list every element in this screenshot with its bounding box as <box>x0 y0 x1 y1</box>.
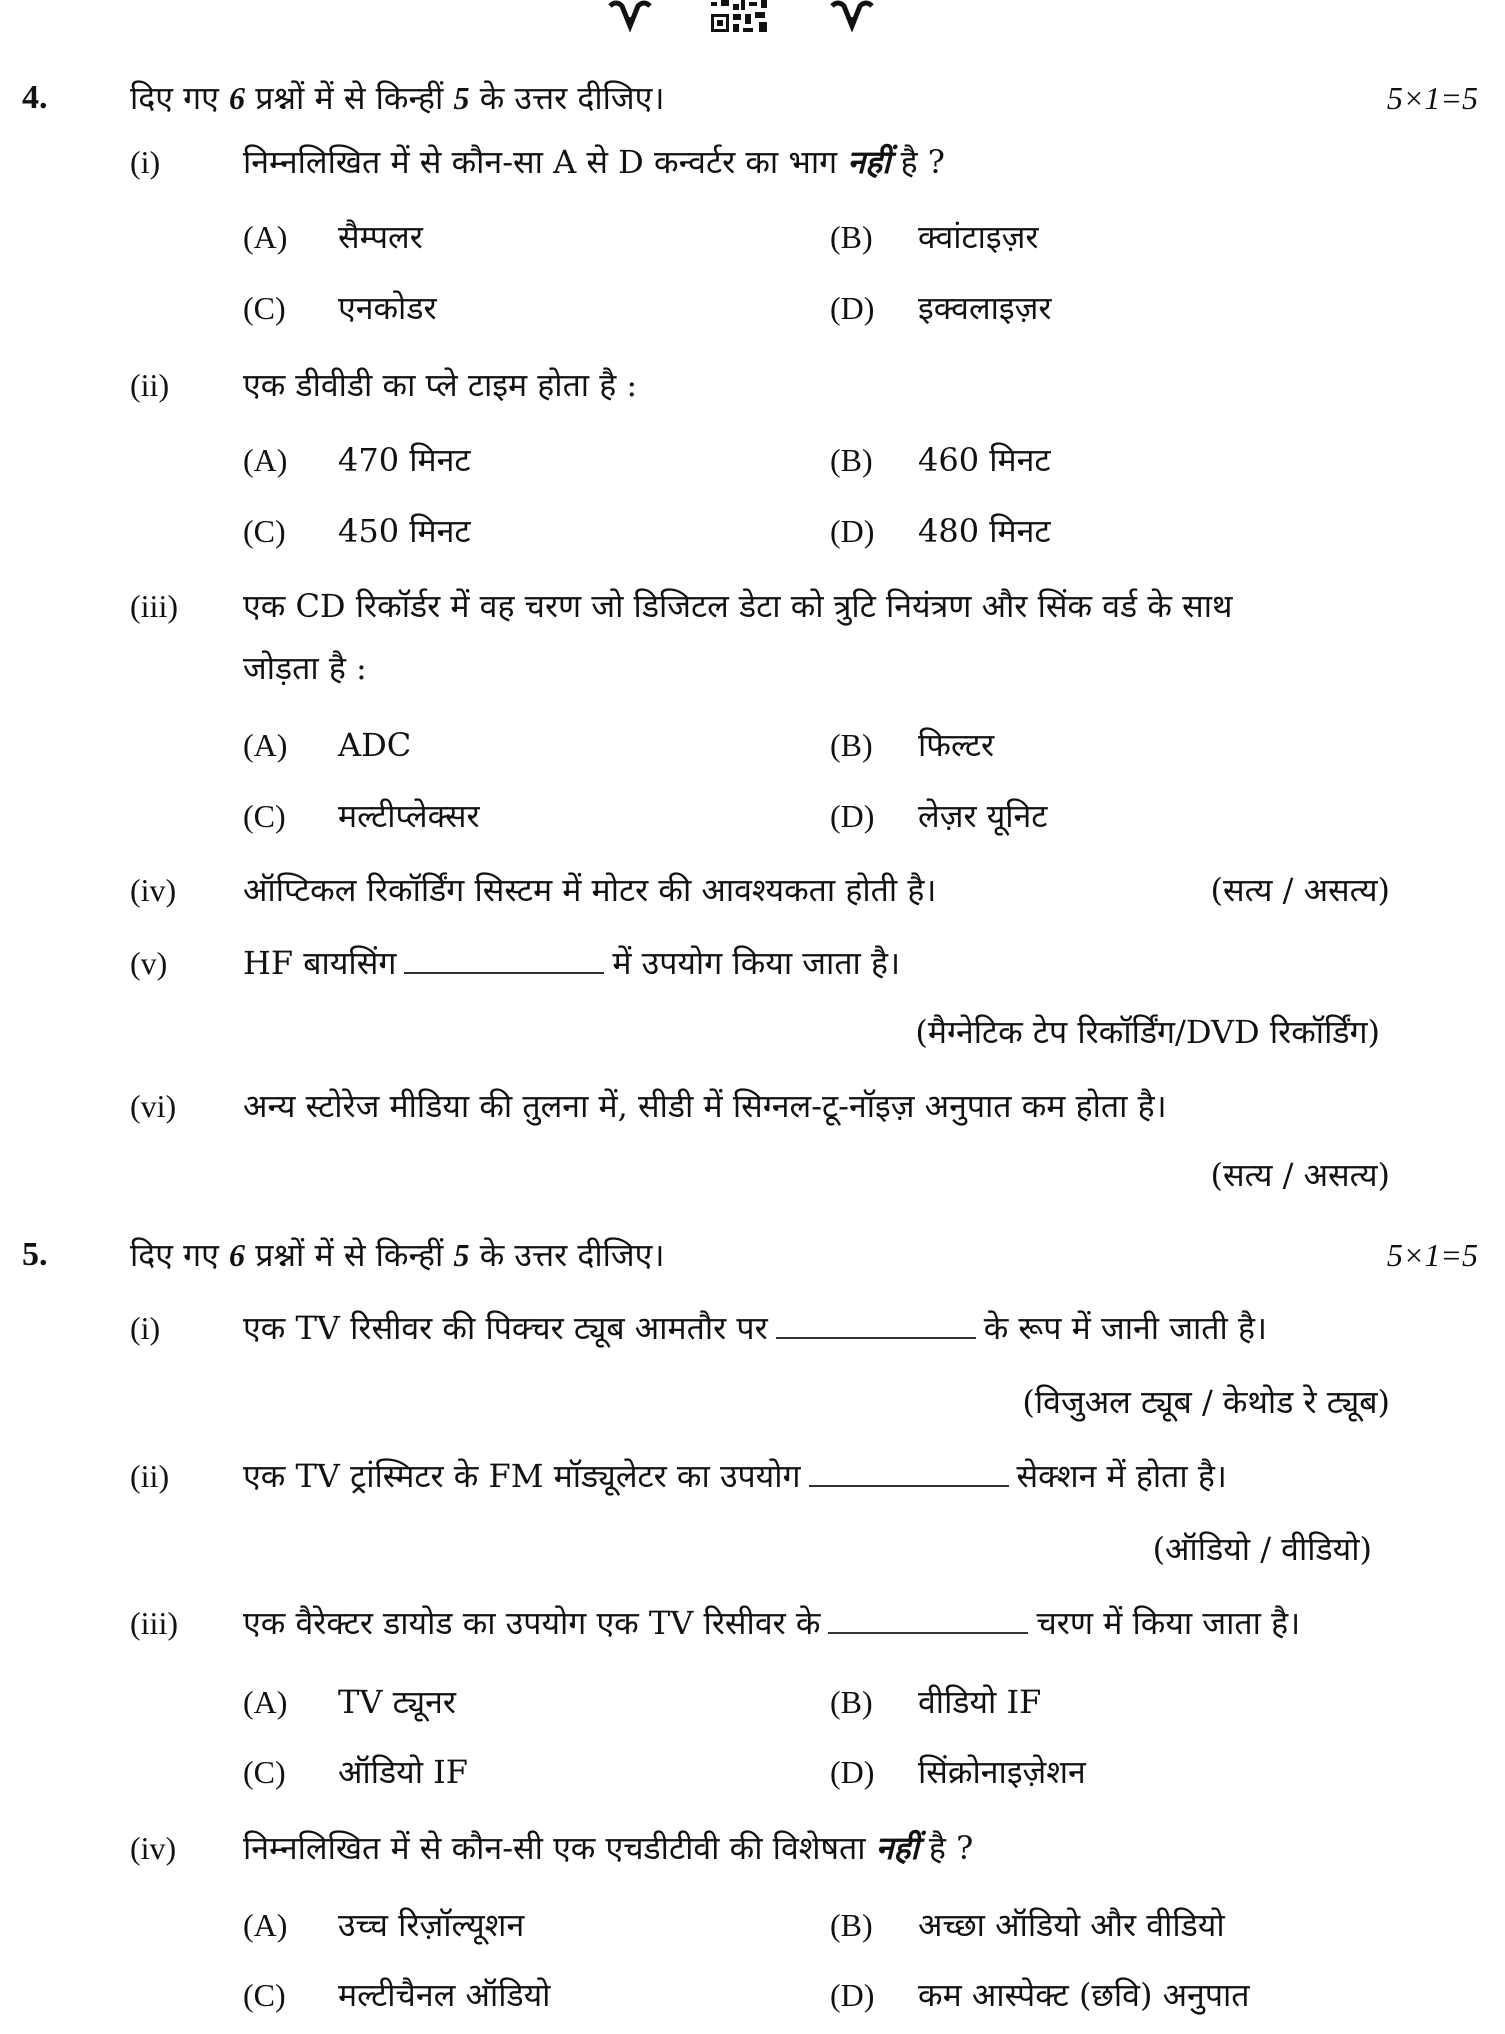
question-text: है ? <box>918 1829 974 1867</box>
option-b[interactable] <box>830 217 1038 257</box>
part-question-text: ऑप्टिकल रिकॉर्डिंग सिस्टम में मोटर की आवश्यकता होती है। <box>243 871 937 909</box>
option-b[interactable] <box>830 725 994 765</box>
option-text: 450 मिनट <box>338 512 471 550</box>
option-text: 460 मिनट <box>918 441 1051 479</box>
instruction-count: 5 <box>453 80 470 116</box>
option-label: (B) <box>830 442 873 478</box>
question-text: एक वैरेक्टर डायोड का उपयोग एक TV रिसीवर के <box>243 1604 821 1642</box>
option-b[interactable] <box>830 1682 1041 1722</box>
option-label: (A) <box>243 1684 288 1720</box>
part-label: (iii) <box>130 588 178 624</box>
answer-choices: (सत्य / असत्य) <box>1210 871 1390 909</box>
option-label: (D) <box>830 798 875 834</box>
option-text: 470 मिनट <box>338 441 471 479</box>
question-text: में उपयोग किया जाता है। <box>612 944 901 982</box>
option-text: मल्टीप्लेक्सर <box>338 797 480 835</box>
part-question-text <box>243 1308 1267 1348</box>
option-label: (D) <box>830 1977 875 2013</box>
option-d[interactable] <box>830 1752 1086 1792</box>
option-label: (B) <box>830 219 873 255</box>
decorative-glyph-icon <box>608 0 652 32</box>
answer-choices: (ऑडियो / वीडियो) <box>1152 1530 1372 1568</box>
question-text: HF बायसिंग <box>243 944 397 982</box>
question-text: चरण में किया जाता है। <box>1036 1604 1301 1642</box>
option-label: (B) <box>830 727 873 763</box>
option-text: एनकोडर <box>338 289 437 327</box>
option-label: (C) <box>243 513 286 549</box>
question-number: 4. <box>22 79 48 116</box>
option-label: (A) <box>243 219 288 255</box>
question-text: एक TV रिसीवर की पिक्चर ट्यूब आमतौर पर <box>243 1309 768 1347</box>
option-label: (D) <box>830 1754 875 1790</box>
question-text: है ? <box>890 143 945 181</box>
option-a[interactable] <box>243 440 471 480</box>
part-question-text <box>243 943 900 983</box>
part-question-text <box>243 1456 1227 1496</box>
fill-in-blank[interactable] <box>828 1604 1028 1634</box>
option-label: (C) <box>243 290 286 326</box>
instruction-text: के उत्तर दीजिए। <box>469 1236 665 1274</box>
option-label: (C) <box>243 1754 286 1790</box>
part-question-text: एक डीवीडी का प्ले टाइम होता है : <box>243 366 638 404</box>
fill-in-blank[interactable] <box>404 944 604 974</box>
instruction-text: के उत्तर दीजिए। <box>469 79 665 117</box>
option-label: (B) <box>830 1684 873 1720</box>
answer-choices: (मैग्नेटिक टेप रिकॉर्डिंग/DVD रिकॉर्डिंग) <box>915 1013 1380 1051</box>
marks-label: 5×1=5 <box>1386 1237 1478 1273</box>
option-d[interactable] <box>830 288 1051 328</box>
part-label: (iv) <box>130 1830 177 1866</box>
option-a[interactable] <box>243 1905 524 1945</box>
option-label: (B) <box>830 1907 873 1943</box>
option-text: अच्छा ऑडियो और वीडियो <box>918 1906 1225 1944</box>
option-label: (A) <box>243 442 288 478</box>
option-d[interactable] <box>830 511 1051 551</box>
option-c[interactable] <box>243 1752 468 1792</box>
option-d[interactable] <box>830 1975 1250 2015</box>
option-a[interactable] <box>243 217 423 257</box>
option-text: ADC <box>338 726 412 764</box>
option-c[interactable] <box>243 288 437 328</box>
fill-in-blank[interactable] <box>809 1457 1009 1487</box>
option-text: ऑडियो IF <box>338 1753 469 1791</box>
part-question-text <box>243 142 945 182</box>
option-text: 480 मिनट <box>918 512 1051 550</box>
option-b[interactable] <box>830 1905 1225 1945</box>
instruction-text: दिए गए <box>130 1236 230 1274</box>
question-text: के रूप में जानी जाती है। <box>983 1309 1268 1347</box>
option-text: TV ट्यूनर <box>338 1683 456 1721</box>
option-b[interactable] <box>830 440 1051 480</box>
answer-choices: (सत्य / असत्य) <box>1210 1156 1390 1194</box>
question-instruction <box>130 78 664 118</box>
emphasis-text: नहीं <box>875 1829 919 1867</box>
option-text: क्वांटाइज़र <box>918 218 1039 256</box>
option-label: (D) <box>830 513 875 549</box>
option-c[interactable] <box>243 796 480 836</box>
option-text: कम आस्पेक्ट (छवि) अनुपात <box>918 1976 1250 2014</box>
page-header <box>0 0 1505 40</box>
option-text: सिंक्रोनाइज़ेशन <box>918 1753 1086 1791</box>
instruction-text: प्रश्नों में से किन्हीं <box>245 1236 454 1274</box>
question-text: सेक्शन में होता है। <box>1016 1457 1227 1495</box>
part-question-text-continued: जोड़ता है : <box>243 649 367 687</box>
part-question-text <box>243 1828 973 1868</box>
qr-code-icon <box>709 0 771 34</box>
part-label: (ii) <box>130 367 170 403</box>
marks-label: 5×1=5 <box>1386 80 1478 116</box>
question-text: निम्नलिखित में से कौन-सी एक एचडीटीवी की विशेषता <box>243 1829 876 1867</box>
option-text: लेज़र यूनिट <box>918 797 1048 835</box>
fill-in-blank[interactable] <box>776 1309 976 1339</box>
option-label: (C) <box>243 798 286 834</box>
option-d[interactable] <box>830 796 1047 836</box>
question-text: एक TV ट्रांस्मिटर के FM मॉड्यूलेटर का उपयोग <box>243 1457 801 1495</box>
part-label: (i) <box>130 144 161 180</box>
question-text: निम्नलिखित में से कौन-सा A से D कन्वर्टर का भाग <box>243 143 848 181</box>
part-question-text: अन्य स्टोरेज मीडिया की तुलना में, सीडी में सिग्नल-टू-नॉइज़ अनुपात कम होता है। <box>243 1087 1167 1125</box>
question-number: 5. <box>22 1236 48 1273</box>
option-text: मल्टीचैनल ऑडियो <box>338 1976 551 2014</box>
part-label: (iii) <box>130 1605 178 1641</box>
part-question-text <box>243 1603 1300 1643</box>
answer-choices: (विजुअल ट्यूब / केथोड रे ट्यूब) <box>1022 1383 1390 1421</box>
part-label: (i) <box>130 1310 161 1346</box>
emphasis-text: नहीं <box>847 143 891 181</box>
option-label: (A) <box>243 1907 288 1943</box>
part-label: (iv) <box>130 872 177 908</box>
part-question-text: एक CD रिकॉर्डर में वह चरण जो डिजिटल डेटा को त्रुटि नियंत्रण और सिंक वर्ड के साथ <box>243 587 1233 625</box>
option-label: (C) <box>243 1977 286 2013</box>
option-label: (A) <box>243 727 288 763</box>
question-instruction <box>130 1235 664 1275</box>
instruction-text: प्रश्नों में से किन्हीं <box>245 79 454 117</box>
option-c[interactable] <box>243 1975 550 2015</box>
decorative-glyph-icon <box>830 0 874 32</box>
option-text: वीडियो IF <box>918 1683 1042 1721</box>
option-text: सैम्पलर <box>338 218 423 256</box>
part-label: (v) <box>130 945 168 981</box>
instruction-count: 5 <box>453 1237 470 1273</box>
option-text: फिल्टर <box>918 726 995 764</box>
option-text: इक्वलाइज़र <box>918 289 1052 327</box>
option-a[interactable] <box>243 725 411 765</box>
instruction-count: 6 <box>229 1237 246 1273</box>
part-label: (vi) <box>130 1088 177 1124</box>
instruction-count: 6 <box>229 80 246 116</box>
option-c[interactable] <box>243 511 471 551</box>
option-label: (D) <box>830 290 875 326</box>
part-label: (ii) <box>130 1458 170 1494</box>
option-text: उच्च रिज़ॉल्यूशन <box>338 1906 525 1944</box>
instruction-text: दिए गए <box>130 79 230 117</box>
option-a[interactable] <box>243 1682 456 1722</box>
